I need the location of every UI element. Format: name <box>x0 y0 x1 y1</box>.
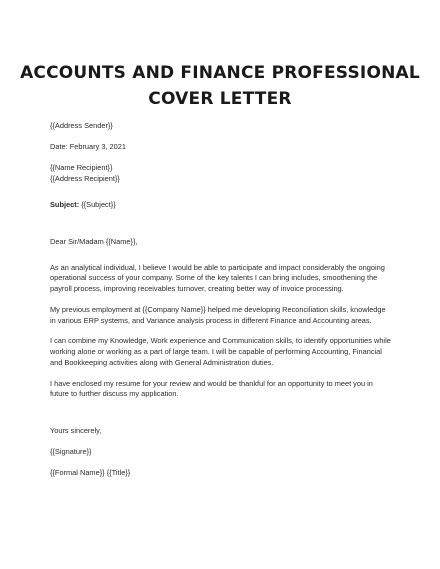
letter-body <box>50 121 405 479</box>
page-title <box>0 60 440 112</box>
subject-label: Subject: <box>50 200 80 210</box>
paragraph-line: As an analytical individual, I believe I would be able to participate and impact considerably the ongoing <box>50 262 385 272</box>
paragraph-3 <box>50 336 405 368</box>
subject-line <box>50 200 405 211</box>
name-recipient: {{Name Recipient}} <box>50 162 113 172</box>
paragraph-line: in various ERP systems, and Variance analysis process in different Finance and Accounting areas. <box>50 315 372 325</box>
address-recipient: {{Address Recipient}} <box>50 173 120 183</box>
paragraph-line: and Bookkeeping activities along with General Administration duties. <box>50 357 274 367</box>
salutation: Dear Sir/Madam {{Name}}, <box>50 237 138 247</box>
paragraph-line: payroll process, improving receivables turnover, creating better way of invoice processing. <box>50 283 344 293</box>
paragraph-line: I have enclosed my resume for your review and would be thankful for an opportunity to meet you in <box>50 378 373 388</box>
address-sender: {{Address Sender}} <box>50 121 113 130</box>
paragraph-line: I can combine my Knowledge, Work experience and Communication skills, to identify opportunities while <box>50 336 391 346</box>
paragraph-line: working alone or working as a part of large team. I will be capable of performing Accounting, Financial <box>50 347 382 357</box>
paragraph-2 <box>50 305 405 326</box>
paragraph-line: operational success of your company. Some of the key talents I can bring includes, smoothening the <box>50 273 378 283</box>
letter-date: Date: February 3, 2021 <box>50 141 127 151</box>
title-line-1: ACCOUNTS AND FINANCE PROFESSIONAL <box>20 63 420 83</box>
paragraph-1 <box>50 263 405 295</box>
title-line-2: COVER LETTER <box>148 89 292 109</box>
paragraph-line: My previous employment at {{Company Name}} helped me developing Reconciliation skills, knowledge <box>50 304 386 314</box>
formal-name: {{Formal Name}} {{Title}} <box>50 468 131 478</box>
closing: Yours sincerely, <box>50 426 102 436</box>
paragraph-4 <box>50 379 405 400</box>
subject-value: {{Subject}} <box>79 200 116 210</box>
signature: {{Signature}} <box>50 447 92 457</box>
paragraph-line: future to further discuss my application. <box>50 389 179 399</box>
